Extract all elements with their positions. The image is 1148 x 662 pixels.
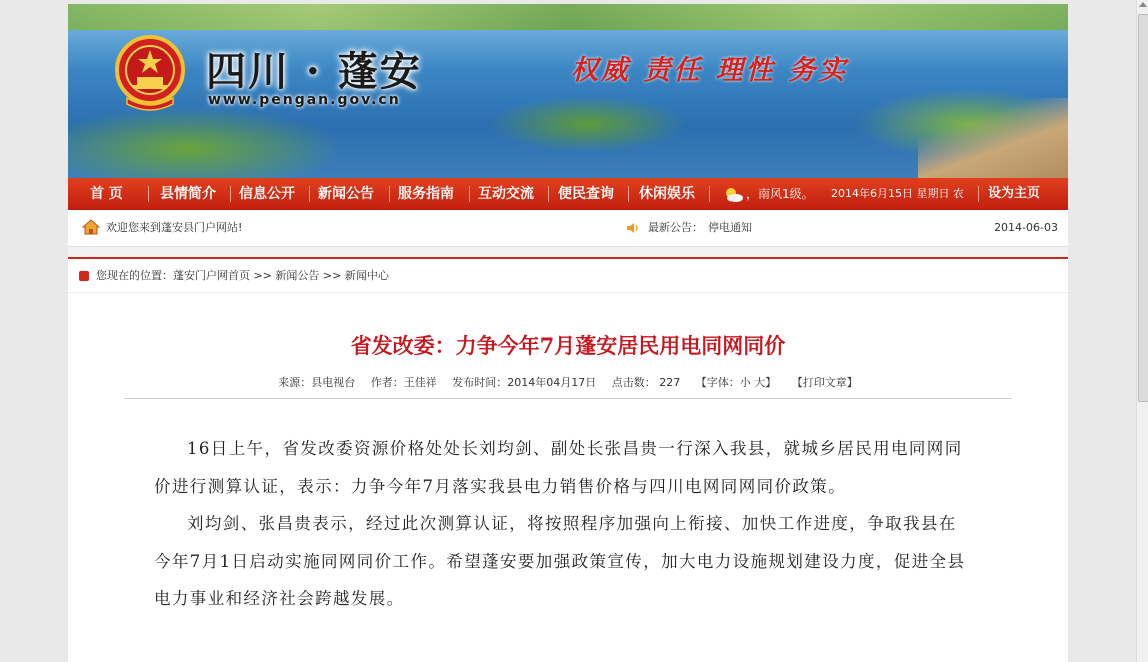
nav-separator <box>230 186 231 202</box>
scroll-up-arrow-icon[interactable] <box>1139 2 1147 7</box>
article-hits: 点击数： 227 <box>611 376 681 389</box>
article-author: 作者：王佳祥 <box>370 376 437 389</box>
nav-item-leisure[interactable]: 休闲娱乐 <box>639 186 695 202</box>
nav-separator <box>309 186 310 202</box>
site-url: www.pengan.gov.cn <box>208 92 401 108</box>
nav-item-home[interactable]: 首 页 <box>90 186 123 202</box>
home-icon <box>82 219 100 235</box>
print-article-link[interactable]: 【打印文章】 <box>791 376 858 389</box>
nav-separator <box>978 186 979 202</box>
nav-item-info-disclosure[interactable]: 信息公开 <box>239 186 295 202</box>
nav-separator <box>469 186 470 202</box>
nav-item-county-profile[interactable]: 县情简介 <box>160 186 216 202</box>
vertical-scrollbar[interactable] <box>1136 0 1148 662</box>
welcome-bar <box>68 210 1068 247</box>
nav-separator <box>389 186 390 202</box>
nav-item-interaction[interactable]: 互动交流 <box>478 186 534 202</box>
font-size-control[interactable]: 【字体：小 大】 <box>695 376 777 389</box>
title-divider <box>124 398 1012 399</box>
set-homepage-link[interactable]: 设为主页 <box>988 186 1041 201</box>
nav-separator <box>548 186 549 202</box>
breadcrumb-text[interactable]: 您现在的位置：蓬安门户网首页 >> 新闻公告 >> 新闻中心 <box>96 269 389 282</box>
section-gap <box>68 247 1068 257</box>
article-body <box>154 430 972 618</box>
nav-item-news[interactable]: 新闻公告 <box>318 186 374 202</box>
article-meta <box>68 374 1068 390</box>
article-title: 省发改委：力争今年7月蓬安居民用电同网同价 <box>350 333 786 358</box>
breadcrumb-bullet-icon <box>79 271 89 281</box>
nav-separator <box>628 186 629 202</box>
breadcrumb <box>68 257 1068 293</box>
site-slogan: 权威 责任 理性 务实 <box>571 55 849 86</box>
page <box>68 4 1068 662</box>
banner-shore <box>918 98 1068 178</box>
weather-text: ，南风1级。 <box>746 187 814 201</box>
banner-grass <box>68 4 1068 30</box>
weather-sun-cloud-icon <box>722 185 744 203</box>
scrollbar-thumb[interactable] <box>1138 14 1148 402</box>
article-paragraph: 16日上午，省发改委资源价格处处长刘均剑、副处长张昌贵一行深入我县，就城乡居民用电同网同价进行测算认证，表示：力争今年7月落实我县电力销售价格与四川电网同网同价政策。 <box>154 439 963 496</box>
welcome-text: 欢迎您来到蓬安县门户网站! <box>106 221 243 234</box>
header-banner <box>68 4 1068 178</box>
nav-separator <box>148 186 149 202</box>
main-nav <box>68 178 1068 210</box>
article-publish-time: 发布时间：2014年04月17日 <box>452 376 597 389</box>
national-emblem-icon <box>113 32 187 112</box>
site-title: 四川 · 蓬安 <box>206 48 422 95</box>
nav-item-service-guide[interactable]: 服务指南 <box>398 186 454 202</box>
latest-notice-label: 最新公告： <box>648 221 703 234</box>
speaker-icon <box>626 222 639 234</box>
nav-item-public-query[interactable]: 便民查询 <box>558 186 614 202</box>
latest-notice-date: 2014-06-03 <box>994 221 1058 234</box>
article-paragraph: 刘均剑、张昌贵表示，经过此次测算认证，将按照程序加强向上衔接、加快工作进度，争取我县在今年7月1日启动实施同网同价工作。希望蓬安要加强政策宣传，加大电力设施规划建设力度，促进全县电力事业和经济社会跨越发展。 <box>154 514 966 608</box>
article-source: 来源：县电视台 <box>278 376 356 389</box>
current-date: 2014年6月15日 星期日 农 <box>831 187 964 200</box>
nav-separator <box>709 186 710 202</box>
latest-notice-link[interactable]: 停电通知 <box>708 221 752 234</box>
